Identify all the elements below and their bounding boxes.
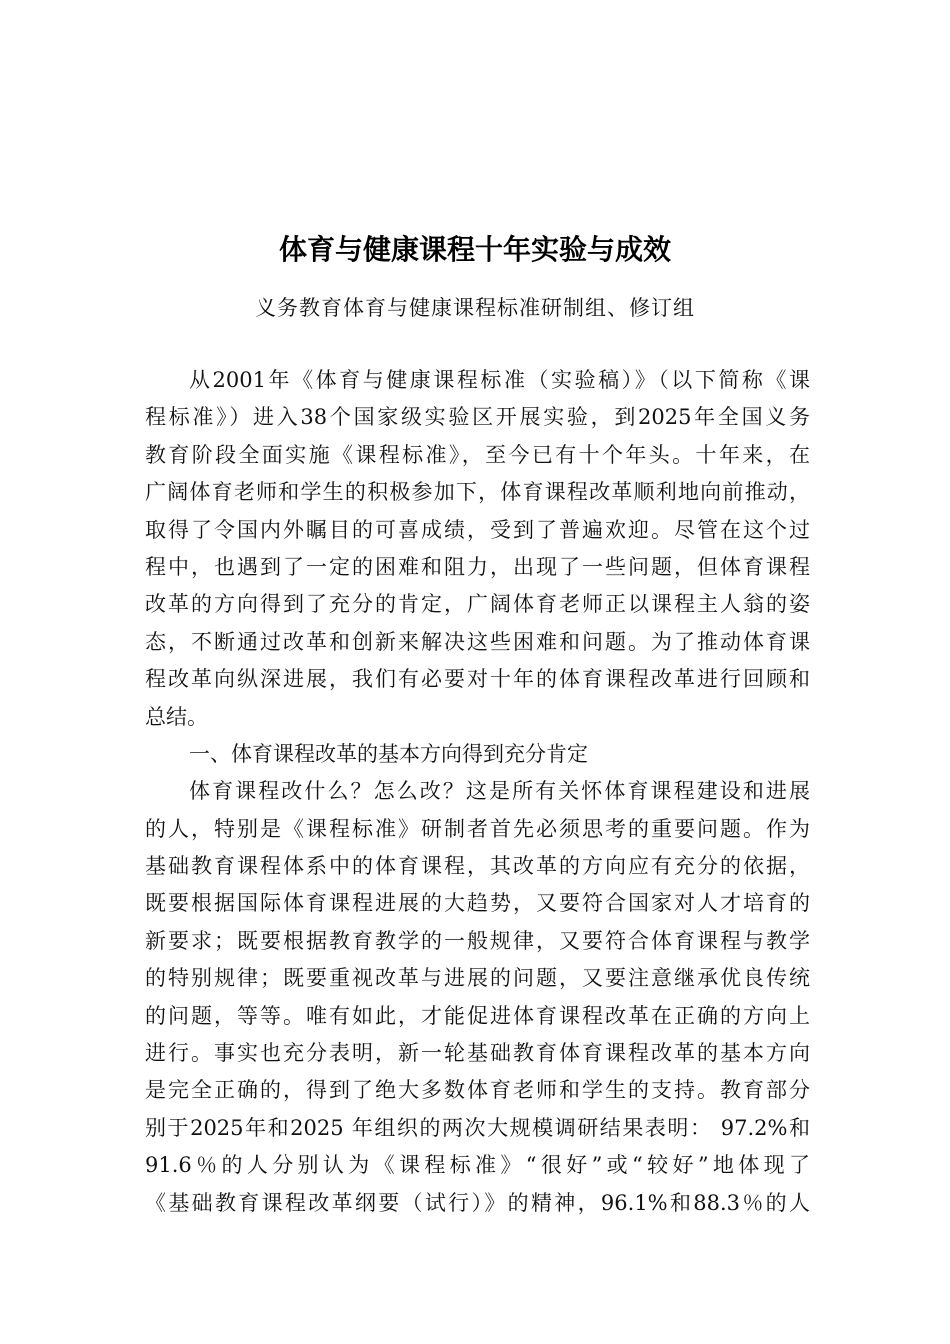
paragraph-line: 新要求；既要根据教育教学的一般规律，又要符合体育课程与教学 [145,928,810,953]
paragraph-line: 程中，也遇到了一定的困难和阻力，出现了一些问题，但体育课程 [145,554,810,579]
paragraph-line: 取得了令国内外瞩目的可喜成绩，受到了普遍欢迎。尽管在这个过 [145,517,810,542]
paragraph-line: 进行。事实也充分表明，新一轮基础教育体育课程改革的基本方向 [145,1041,810,1066]
paragraph-line: 基础教育课程体系中的体育课程，其改革的方向应有充分的依据， [145,854,810,879]
paragraph-line: 的人，特别是《课程标准》研制者首先必须思考的重要问题。作为 [145,816,810,841]
paragraph-line: 《基础教育课程改革纲要（试行）》的精神，96.1%和88.3％的人 [145,1190,810,1215]
paragraph-line: 既要根据国际体育课程进展的大趋势，又要符合国家对人才培育的 [145,891,810,916]
paragraph-line: 的特别规律；既要重视改革与进展的问题，又要注意继承优良传统 [145,966,810,991]
paragraph-line: 的问题，等等。唯有如此，才能促进体育课程改革在正确的方向上 [145,1003,810,1028]
paragraph-line: 改革的方向得到了充分的肯定，广阔体育老师正以课程主人翁的姿 [145,592,810,617]
paragraph-line: 是完全正确的，得到了绝大多数体育老师和学生的支持。教育部分 [145,1078,810,1103]
section-heading: 一、体育课程改革的基本方向得到充分肯定 [189,741,588,766]
paragraph-line: 态，不断通过改革和创新来解决这些困难和问题。为了推动体育课 [145,629,810,654]
paragraph-line: 广阔体育老师和学生的积极参加下，体育课程改革顺利地向前推动， [145,480,810,505]
paragraph-line: 91.6％的人分别认为《课程标准》“很好”或“较好”地体现了 [145,1153,810,1178]
paragraph-line: 别于2025年和2025 年组织的两次大规模调研结果表明： 97.2%和 [145,1115,810,1140]
paragraph-line: 总结。 [145,704,208,729]
document-body [145,362,810,1222]
document-title: 体育与健康课程十年实验与成效 [278,233,671,266]
paragraph-line: 教育阶段全面实施《课程标准》，至今已有十个年头。十年来，在 [145,442,810,467]
paragraph-line: 从2001年《体育与健康课程标准（实验稿）》（以下简称《课 [189,368,810,392]
paragraph-line: 体育课程改什么？怎么改？这是所有关怀体育课程建设和进展 [189,779,810,804]
paragraph-line: 程标准》）进入38个国家级实验区开展实验，到2025年全国义务 [145,405,810,430]
paragraph-line: 程改革向纵深进展，我们有必要对十年的体育课程改革进行回顾和 [145,667,810,692]
document-author: 义务教育体育与健康课程标准研制组、修订组 [255,296,695,320]
